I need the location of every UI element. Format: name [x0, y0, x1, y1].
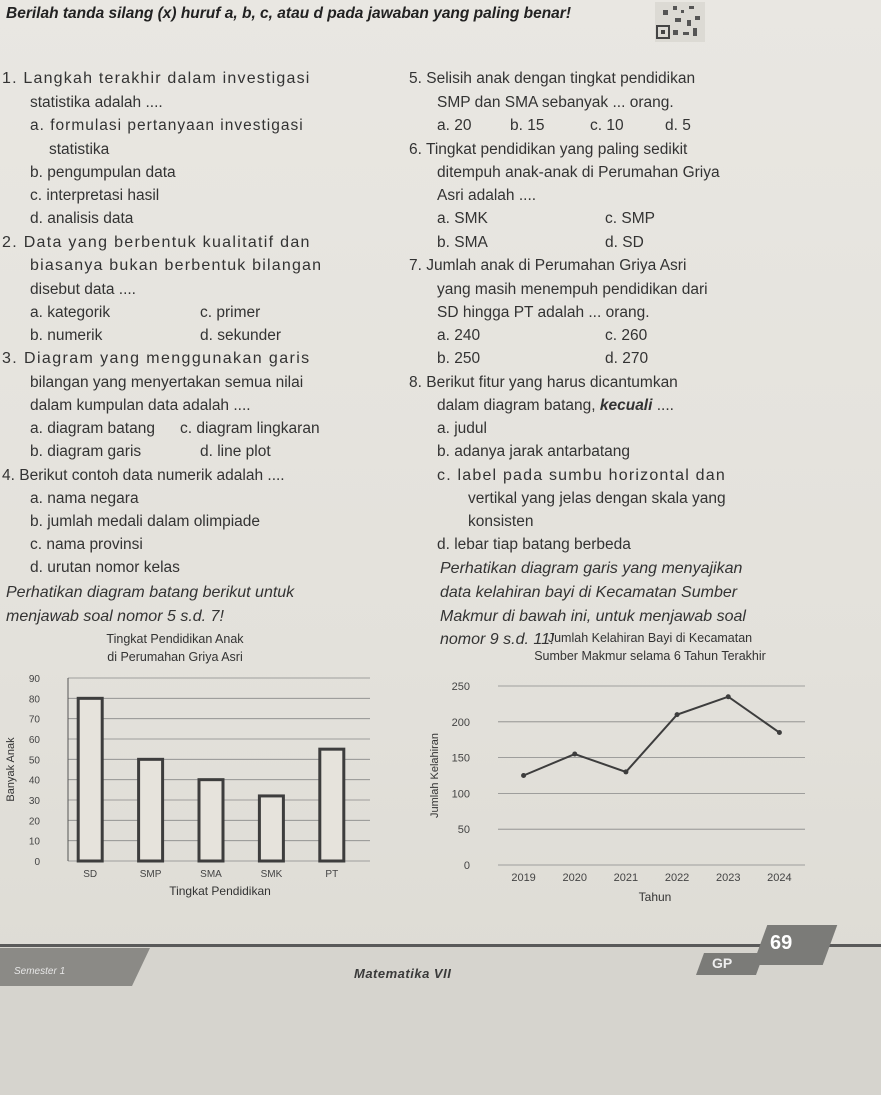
intro-bar-chart: menjawab soal nomor 5 s.d. 7!	[6, 608, 224, 625]
q1-option-b[interactable]: b. pengumpulan data	[30, 164, 176, 181]
q1-option-a: statistika	[49, 141, 110, 158]
q5-option-b[interactable]: b. 15	[510, 117, 545, 134]
x-tick-label: SMP	[139, 869, 162, 880]
data-point	[521, 773, 526, 778]
y-tick-label: 40	[28, 775, 40, 787]
series-line	[524, 697, 780, 776]
x-tick-label: PT	[325, 869, 339, 880]
q4-option-b[interactable]: b. jumlah medali dalam olimpiade	[30, 513, 261, 530]
q7-stem: yang masih menempuh pendidikan dari	[437, 281, 708, 298]
q7-stem: SD hingga PT adalah ... orang.	[437, 304, 650, 321]
chart-title: Sumber Makmur selama 6 Tahun Terakhir	[534, 649, 766, 663]
q6-stem: ditempuh anak-anak di Perumahan Griya	[437, 164, 720, 181]
intro-line-chart: Perhatikan diagram garis yang menyajikan	[440, 560, 743, 577]
y-tick-label: 80	[28, 694, 40, 706]
y-tick-label: 0	[463, 860, 470, 872]
q3-stem: 3. Diagram yang menggunakan garis	[2, 350, 311, 367]
q8-option-b[interactable]: b. adanya jarak antarbatang	[437, 443, 631, 460]
x-tick-label: 2020	[562, 872, 587, 884]
q7-option-b[interactable]: b. 250	[437, 350, 481, 367]
y-tick-label: 30	[28, 796, 40, 807]
q8-stem-text: dalam diagram batang,	[437, 397, 600, 414]
q5-stem: SMP dan SMA sebanyak ... orang.	[437, 94, 674, 111]
y-tick-label: 100	[451, 788, 470, 801]
line-chart	[420, 628, 820, 913]
x-tick-label: SD	[83, 869, 98, 880]
x-tick-label: 2023	[716, 872, 741, 884]
bar	[139, 759, 163, 861]
q2-option-a[interactable]: a. kategorik	[30, 304, 111, 321]
q1-stem: 1. Langkah terakhir dalam investigasi	[2, 70, 311, 87]
y-tick-label: 150	[451, 752, 470, 765]
q2-stem: 2. Data yang berbentuk kualitatif dan	[2, 234, 311, 251]
q8-option-c: vertikal yang jelas dengan skala yang	[468, 490, 726, 507]
semester-label: Semester 1	[14, 966, 66, 977]
intro-line-chart: Makmur di bawah ini, untuk menjawab soal	[440, 608, 746, 625]
q8-option-c: konsisten	[468, 513, 534, 530]
q3-option-d[interactable]: d. line plot	[200, 443, 271, 460]
qr-code-icon	[655, 2, 705, 42]
q3-option-b[interactable]: b. diagram garis	[30, 443, 142, 460]
x-axis-label: Tahun	[638, 890, 672, 904]
bar	[259, 796, 283, 861]
q2-option-c[interactable]: c. primer	[200, 304, 261, 321]
bar	[199, 780, 223, 861]
q5-stem: 5. Selisih anak dengan tingkat pendidikan	[409, 70, 696, 87]
q8-stem	[437, 397, 674, 415]
x-tick-label: SMK	[260, 869, 283, 880]
q2-stem: biasanya bukan berbentuk bilangan	[30, 257, 323, 274]
publisher-logo: GP	[712, 955, 733, 971]
x-tick-label: 2024	[767, 872, 792, 884]
q8-option-d[interactable]: d. lebar tiap batang berbeda	[437, 536, 631, 553]
y-tick-label: 50	[28, 755, 40, 767]
q8-stem: 8. Berikut fitur yang harus dicantumkan	[409, 374, 678, 391]
q4-stem: 4. Berikut contoh data numerik adalah ....	[2, 467, 285, 484]
q1-option-c[interactable]: c. interpretasi hasil	[30, 187, 160, 204]
q6-option-b[interactable]: b. SMA	[437, 234, 488, 251]
x-tick-label: SMA	[200, 869, 222, 880]
data-point	[675, 712, 680, 717]
chart-title: Tingkat Pendidikan Anak	[106, 632, 244, 646]
page-number: 69	[770, 932, 793, 954]
q5-option-a[interactable]: a. 20	[437, 117, 472, 134]
q8-option-c[interactable]: c. label pada sumbu horizontal dan	[437, 467, 726, 484]
bar	[78, 698, 102, 861]
q1-stem: statistika adalah ....	[30, 94, 163, 111]
bar	[320, 749, 344, 861]
q3-stem: bilangan yang menyertakan semua nilai	[30, 374, 304, 391]
q2-option-b[interactable]: b. numerik	[30, 327, 103, 344]
intro-line-chart: nomor 9 s.d. 11!	[440, 631, 555, 648]
q6-stem: 6. Tingkat pendidikan yang paling sedikit	[409, 141, 688, 158]
q3-option-c[interactable]: c. diagram lingkaran	[180, 420, 320, 437]
page-number-tab	[753, 925, 838, 965]
q3-option-a[interactable]: a. diagram batang	[30, 420, 155, 437]
q6-option-d[interactable]: d. SD	[605, 234, 644, 251]
q6-option-c[interactable]: c. SMP	[605, 210, 655, 227]
x-tick-label: 2022	[664, 872, 690, 884]
q2-option-d[interactable]: d. sekunder	[200, 327, 281, 344]
q4-option-d[interactable]: d. urutan nomor kelas	[30, 559, 180, 576]
q5-option-d[interactable]: d. 5	[665, 117, 691, 134]
y-tick-label: 250	[451, 681, 470, 693]
q6-stem: Asri adalah ....	[437, 187, 537, 204]
q8-stem-dots: ....	[652, 397, 674, 414]
q6-option-a[interactable]: a. SMK	[437, 210, 488, 227]
intro-line-chart: data kelahiran bayi di Kecamatan Sumber	[440, 584, 738, 601]
q7-option-d[interactable]: d. 270	[605, 350, 649, 367]
y-axis-label: Banyak Anak	[5, 737, 17, 802]
y-tick-label: 90	[28, 674, 40, 685]
instruction-text: Berilah tanda silang (x) huruf a, b, c, atau d pada jawaban yang paling benar!	[6, 5, 571, 22]
bar-chart	[0, 628, 420, 900]
q8-option-a[interactable]: a. judul	[437, 420, 487, 437]
subject-label: Matematika VII	[354, 966, 452, 981]
data-point	[777, 730, 782, 735]
q4-option-c[interactable]: c. nama provinsi	[30, 536, 143, 553]
y-tick-label: 10	[28, 836, 40, 848]
q1-option-d[interactable]: d. analisis data	[30, 210, 134, 227]
q7-stem: 7. Jumlah anak di Perumahan Griya Asri	[409, 257, 687, 274]
y-tick-label: 70	[28, 714, 40, 726]
x-tick-label: 2021	[613, 872, 639, 884]
q2-stem: disebut data ....	[30, 281, 136, 298]
data-point	[572, 752, 577, 757]
q1-option-a[interactable]: a. formulasi pertanyaan investigasi	[30, 117, 304, 134]
data-point	[623, 769, 628, 774]
intro-bar-chart: Perhatikan diagram batang berikut untuk	[6, 584, 295, 601]
y-tick-label: 0	[34, 857, 40, 868]
x-axis-label: Tingkat Pendidikan	[169, 884, 271, 898]
y-tick-label: 60	[28, 735, 40, 746]
data-point	[726, 694, 731, 699]
chart-title: di Perumahan Griya Asri	[107, 650, 243, 664]
y-axis-label: Jumlah Kelahiran	[429, 733, 441, 818]
q7-option-a[interactable]: a. 240	[437, 327, 481, 344]
x-tick-label: 2019	[511, 872, 536, 884]
q8-keyword: kecuali	[599, 397, 653, 414]
q3-stem: dalam kumpulan data adalah ....	[30, 397, 251, 414]
chart-title: Jumlah Kelahiran Bayi di Kecamatan	[547, 631, 753, 645]
y-tick-label: 20	[28, 816, 40, 828]
q7-option-c[interactable]: c. 260	[605, 327, 648, 344]
y-tick-label: 200	[451, 716, 470, 729]
q5-option-c[interactable]: c. 10	[590, 117, 624, 134]
q4-option-a[interactable]: a. nama negara	[30, 490, 139, 507]
y-tick-label: 50	[457, 824, 470, 837]
